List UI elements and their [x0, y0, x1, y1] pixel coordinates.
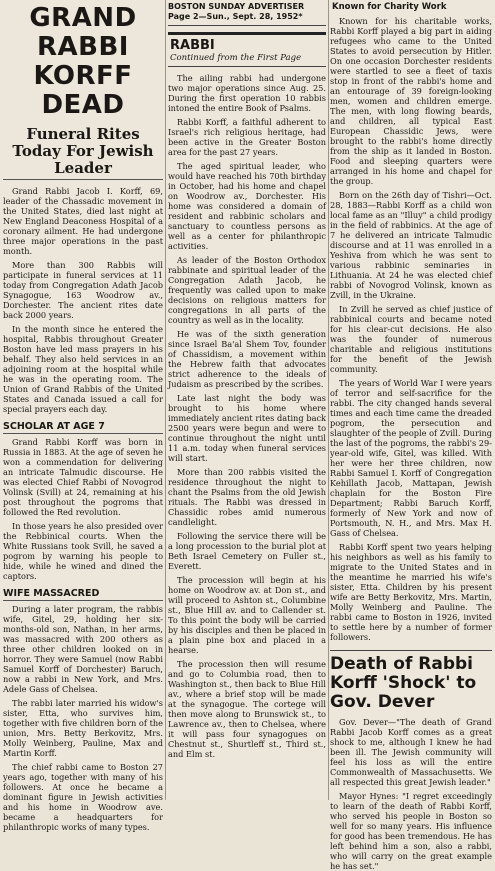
- continuation-body: [168, 73, 326, 759]
- paragraph: The aged spiritual leader, who would have reached his 70th birthday in October, had his home and chapel on Woodrow av., Dorchester. His home was considered a domain of resident and rabbinic scholars and sanctuary to countless persons as well as a center for philanthropic activities.: [168, 161, 326, 251]
- governor-headline: Death of Rabbi Korff 'Shock' to Gov. Dever: [330, 650, 492, 712]
- masthead-paper-name: BOSTON SUNDAY ADVERTISER: [168, 2, 305, 11]
- paragraph: During a later program, the rabbis wife, Gitel, 29, holding her six-months-old son, Nathan, in her arms, was massacred with 200 others as three other children looked on in horror. They were Samuel (now Rabbi Samuel Korff of Dorchester) Baruch, now a rabbi in New York, and Mrs. Adele Gass of Chelsea.: [3, 604, 163, 694]
- column-divider: [165, 0, 166, 800]
- paragraph: He was of the sixth generation since Israel Ba'al Shem Tov, founder of Chassidism, a movement within the Hebrew faith that advocates strict adherence to the ideals of Judaism as prescribed by the scribes.: [168, 329, 326, 389]
- paragraph: In those years he also presided over the Rebbinical courts. When the White Russians took Svill, he saved a pogrom by warning his people to hide, while he wined and dined the captors.: [3, 521, 163, 581]
- paragraph: More than 200 rabbis visited the residence throughout the night to chant the Psalms from the old Jewish rituals. The Rabbi was dressed in Chassidic robes amid numerous candlelight.: [168, 467, 326, 527]
- paragraph: In Zvill he served as chief justice of rabbinical courts and became noted for his clear-cut decisions. He also was the founder of numerous charitable and religious institutions for the benefit of the Jewish community.: [330, 304, 492, 374]
- article-body-mid: [3, 437, 163, 581]
- continuation-note: Continued from the First Page: [170, 53, 302, 63]
- paragraph: The procession then will resume and go to Columbia road, then to Washington st., then back to Blue Hill av., where a brief stop will be made at the synagogue. The cortege will then move along to Brunswick st., to Lawrence av., then to Chelsea, where it will pass four synagogues on Chestnut st., Shurtleff st., Third st., and Elm st.: [168, 659, 326, 759]
- column-divider: [328, 0, 329, 800]
- column-left: [3, 0, 163, 832]
- sub-headline: Funeral Rites Today For Jewish Leader: [3, 120, 163, 180]
- column-middle: [168, 0, 326, 800]
- masthead: [168, 0, 326, 26]
- paragraph: More than 300 Rabbis will participate in funeral services at 11 today from Congregation Adath Jacob Synagogue, 163 Woodrow av., Dorchester. The ancient rites date back 2000 years.: [3, 260, 163, 320]
- paragraph: In the month since he entered the hospital, Rabbis throughout Greater Boston have led mass prayers in his behalf. They also held services in an adjoining room at the hospital while he was in the operating room. The Union of Grand Rabbis of the United States and Canada issued a call for special prayers each day.: [3, 324, 163, 414]
- paragraph: The rabbi later married his widow's sister, Etta, who survives him, together with five children born of the union, Mrs. Betty Berkovitz, Mrs. Molly Weinberg, Pauline, Max and Martin Korff.: [3, 698, 163, 758]
- paragraph: Following the service there will be a long procession to the burial plot at Beth Israel Cemetery on Fuller st., Everett.: [168, 531, 326, 571]
- section-heading-wife: WIFE MASSACRED: [3, 588, 163, 601]
- governor-body: [330, 717, 492, 871]
- column-right: [330, 0, 492, 871]
- continuation-title: RABBI: [170, 38, 215, 53]
- paragraph: As leader of the Boston Orthodox rabbinate and spiritual leader of the Congregation Adath Jacob, he frequently was called upon to make decisions on religious matters for congregations in all parts of the country as well as in the locality.: [168, 255, 326, 325]
- paragraph: Grand Rabbi Korff was born in Russia in 1883. At the age of seven he won a commendation for delivering an intricate Talmudic discourse. He was elected Chief Rabbi of Novogrod Volinsk (Svill) at 24, remaining at his post throughout the pogroms that followed the Red revolution.: [3, 437, 163, 517]
- main-headline: GRAND RABBI KORFF DEAD: [29, 3, 137, 120]
- section-heading-scholar: SCHOLAR AT AGE 7: [3, 421, 163, 434]
- paragraph: The procession will begin at his home on Woodrow av. at Don st., and will proceed to Ashton st., Columbine st., Blue Hill av. and to Callender st. To this point the body will be carried by his disciples and then be placed in a plain pine box and placed in a hearse.: [168, 575, 326, 655]
- charity-body: [330, 16, 492, 642]
- paragraph: Born on the 26th day of Tishri—Oct. 28, 1883—Rabbi Korff as a child won local fame as an "Illuy" a child prodigy in the field of rabbinics. At the age of 7 he delivered an intricate Talmudic discourse and at 11 was enrolled in a Yeshiva from which he was sent to various rabbinic seminaries in Lithuania. At 24 he was elected chief rabbi of Novogrod Volinsk, known as Zvill, in the Ukraine.: [330, 190, 492, 300]
- article-body-bottom: [3, 604, 163, 832]
- paragraph: The chief rabbi came to Boston 27 years ago, together with many of his followers. At once he became a dominant figure in Jewish activities and his home in Woodrow ave. became a headquarters for philanthropic works of many types.: [3, 762, 163, 832]
- paragraph: Rabbi Korff spent two years helping his neighbors as well as his family to migrate to the United States and in the meantime he married his wife's sister, Etta. Children by his present wife are Betty Berkovitz, Mrs. Martin, Molly Weinberg and Pauline. The rabbi came to Boston in 1926, invited to settle here by a number of former followers.: [330, 542, 492, 642]
- paragraph: Gov. Dever—"The death of Grand Rabbi Jacob Korff comes as a great shock to me, although I knew he had been ill. The Jewish community will feel his loss as will the entire Commonwealth of Massachusetts. We all respected this great Jewish leader.": [330, 717, 492, 787]
- article-body-top: [3, 186, 163, 414]
- paragraph: Known for his charitable works, Rabbi Korff played a big part in aiding refugees who came to the United States to avoid persecution by Hitler. On one occasion Dorchester residents were startled to see a fleet of taxis stop in front of the rabbi's home and an entourage of 39 foreign-looking men, women and children emerge. The men, with long flowing beards, and children, all typical East European Chassidic Jews, were brought to the rabbi's home directly from the ship as it landed in Boston. Food and sleeping quarters were arranged in his home and chapel for the group.: [330, 16, 492, 186]
- charity-heading: Known for Charity Work: [332, 2, 447, 12]
- paragraph: Late last night the body was brought to his home where immediately ancient rites dating back 2500 years were begun and were to continue throughout the night until 11 a.m. today when funeral services will start.: [168, 393, 326, 463]
- paragraph: The years of World War I were years of terror and self-sacrifice for the rabbi. The city changed hands several times and each time came the dreaded pogrom, the persecution and slaughter of the people of Zvill. During the last of the pogroms, the rabbi's 29-year-old wife, Gitel, was killed. With her were her three children, now Rabbi Samuel I. Korff of Congregation Kehillath Jacob, Mattapan, Jewish chaplain for the Boston Fire Department; Rabbi Baruch Korff, formerly of New York and now of Portsmouth, N. H., and Mrs. Max H. Gass of Chelsea.: [330, 378, 492, 538]
- paragraph: Mayor Hynes: "I regret exceedingly to learn of the death of Rabbi Korff, who served his people in Boston so well for so many years. His influence for good has been tremendous. He has left behind him a son, also a rabbi, who will carry on the great example he has set.": [330, 791, 492, 871]
- masthead-date: Page 2—Sun., Sept. 28, 1952*: [168, 12, 303, 21]
- continuation-box: [168, 32, 326, 67]
- paragraph: The ailing rabbi had undergone two major operations since Aug. 25. During the first operation 10 rabbis intoned the entire Book of Psalms.: [168, 73, 326, 113]
- paragraph: Grand Rabbi Jacob I. Korff, 69, leader of the Chassadic movement in the United States, died last night at New England Deaconess Hospital of a coronary ailment. He had undergone three major operations in the past month.: [3, 186, 163, 256]
- paragraph: Rabbi Korff, a faithful adherent to Israel's rich religious heritage, had been active in the Greater Boston area for the past 27 years.: [168, 117, 326, 157]
